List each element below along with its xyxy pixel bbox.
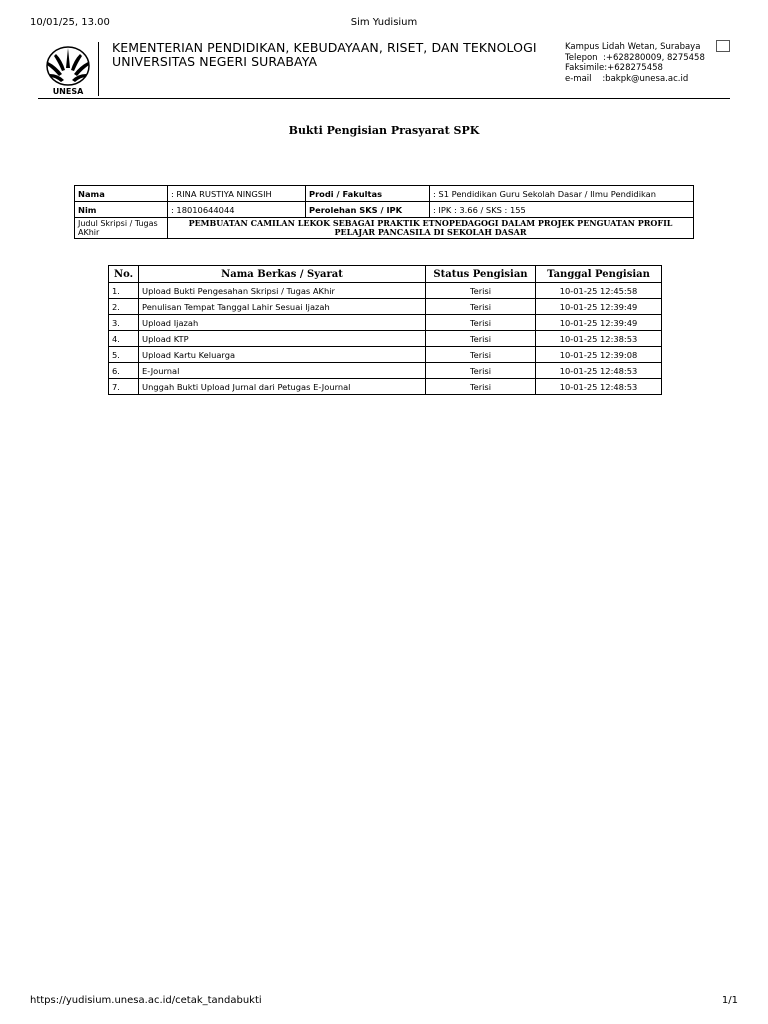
contact-email: e-mail :bakpk@unesa.ac.id [565, 73, 689, 84]
header-no: No. [109, 266, 139, 283]
row-name: Upload Ijazah [139, 315, 426, 331]
nim-label: Nim [75, 202, 168, 218]
judul-label: Judul Skripsi / Tugas AKhir [75, 218, 168, 239]
table-row [109, 299, 662, 315]
document-title: Bukti Pengisian Prasyarat SPK [288, 124, 480, 137]
row-name: Penulisan Tempat Tanggal Lahir Sesuai Ijazah [139, 299, 426, 315]
student-info-table [74, 185, 694, 239]
row-no: 3. [109, 315, 139, 331]
prodi-value: : S1 Pendidikan Guru Sekolah Dasar / Ilmu Pendidikan [430, 186, 694, 202]
table-row [109, 331, 662, 347]
row-name: Unggah Bukti Upload Jurnal dari Petugas E-Journal [139, 379, 426, 395]
requirements-table [108, 265, 662, 395]
table-row [75, 186, 694, 202]
sks-value: : IPK : 3.66 / SKS : 155 [430, 202, 694, 218]
ministry-name: KEMENTERIAN PENDIDIKAN, KEBUDAYAAN, RISET, DAN TEKNOLOGI [112, 40, 537, 55]
row-no: 2. [109, 299, 139, 315]
table-row [75, 202, 694, 218]
print-page-number: 1/1 [721, 995, 738, 1006]
row-status: Terisi [426, 331, 536, 347]
row-date: 10-01-25 12:38:53 [536, 331, 662, 347]
table-row [75, 218, 694, 239]
table-row [109, 363, 662, 379]
nim-value: : 18010644044 [168, 202, 306, 218]
row-no: 5. [109, 347, 139, 363]
row-no: 4. [109, 331, 139, 347]
table-row [109, 315, 662, 331]
unesa-logo-icon [42, 44, 94, 96]
row-name: Upload KTP [139, 331, 426, 347]
row-date: 10-01-25 12:48:53 [536, 379, 662, 395]
row-name: Upload Bukti Pengesahan Skripsi / Tugas AKhir [139, 283, 426, 299]
table-row [109, 347, 662, 363]
print-url[interactable]: https://yudisium.unesa.ac.id/cetak_tandabukti [30, 995, 262, 1006]
table-header-row [109, 266, 662, 283]
row-name: Upload Kartu Keluarga [139, 347, 426, 363]
logo-text: UNESA [52, 87, 84, 96]
contact-info [565, 42, 705, 84]
contact-address: Kampus Lidah Wetan, Surabaya [565, 42, 701, 52]
row-status: Terisi [426, 379, 536, 395]
row-status: Terisi [426, 299, 536, 315]
row-status: Terisi [426, 283, 536, 299]
row-status: Terisi [426, 315, 536, 331]
row-date: 10-01-25 12:45:58 [536, 283, 662, 299]
header-divider [98, 42, 99, 96]
header-name: Nama Berkas / Syarat [139, 266, 426, 283]
print-datetime: 10/01/25, 13.00 [30, 17, 110, 28]
table-row [109, 283, 662, 299]
row-no: 6. [109, 363, 139, 379]
row-date: 10-01-25 12:39:49 [536, 315, 662, 331]
letterhead [38, 38, 730, 99]
table-row [109, 379, 662, 395]
institution-name [112, 41, 537, 69]
row-date: 10-01-25 12:39:49 [536, 299, 662, 315]
row-name: E-Journal [139, 363, 426, 379]
header-date: Tanggal Pengisian [536, 266, 662, 283]
prodi-label: Prodi / Fakultas [306, 186, 430, 202]
university-name: UNIVERSITAS NEGERI SURABAYA [112, 54, 318, 69]
row-status: Terisi [426, 363, 536, 379]
row-status: Terisi [426, 347, 536, 363]
row-no: 1. [109, 283, 139, 299]
print-checkbox[interactable] [716, 40, 730, 52]
row-date: 10-01-25 12:48:53 [536, 363, 662, 379]
header-status: Status Pengisian [426, 266, 536, 283]
nama-label: Nama [75, 186, 168, 202]
nama-value: : RINA RUSTIYA NINGSIH [168, 186, 306, 202]
judul-value: PEMBUATAN CAMILAN LEKOK SEBAGAI PRAKTIK ETNOPEDAGOGI DALAM PROJEK PENGUATAN PROFIL PELAJAR PANCASILA DI SEKOLAH DASAR [168, 218, 694, 239]
contact-phone: Telepon :+628280009, 8275458 [565, 52, 705, 63]
contact-fax: Faksimile:+628275458 [565, 63, 663, 73]
print-page-title: Sim Yudisium [350, 17, 418, 28]
row-no: 7. [109, 379, 139, 395]
row-date: 10-01-25 12:39:08 [536, 347, 662, 363]
sks-label: Perolehan SKS / IPK [306, 202, 430, 218]
